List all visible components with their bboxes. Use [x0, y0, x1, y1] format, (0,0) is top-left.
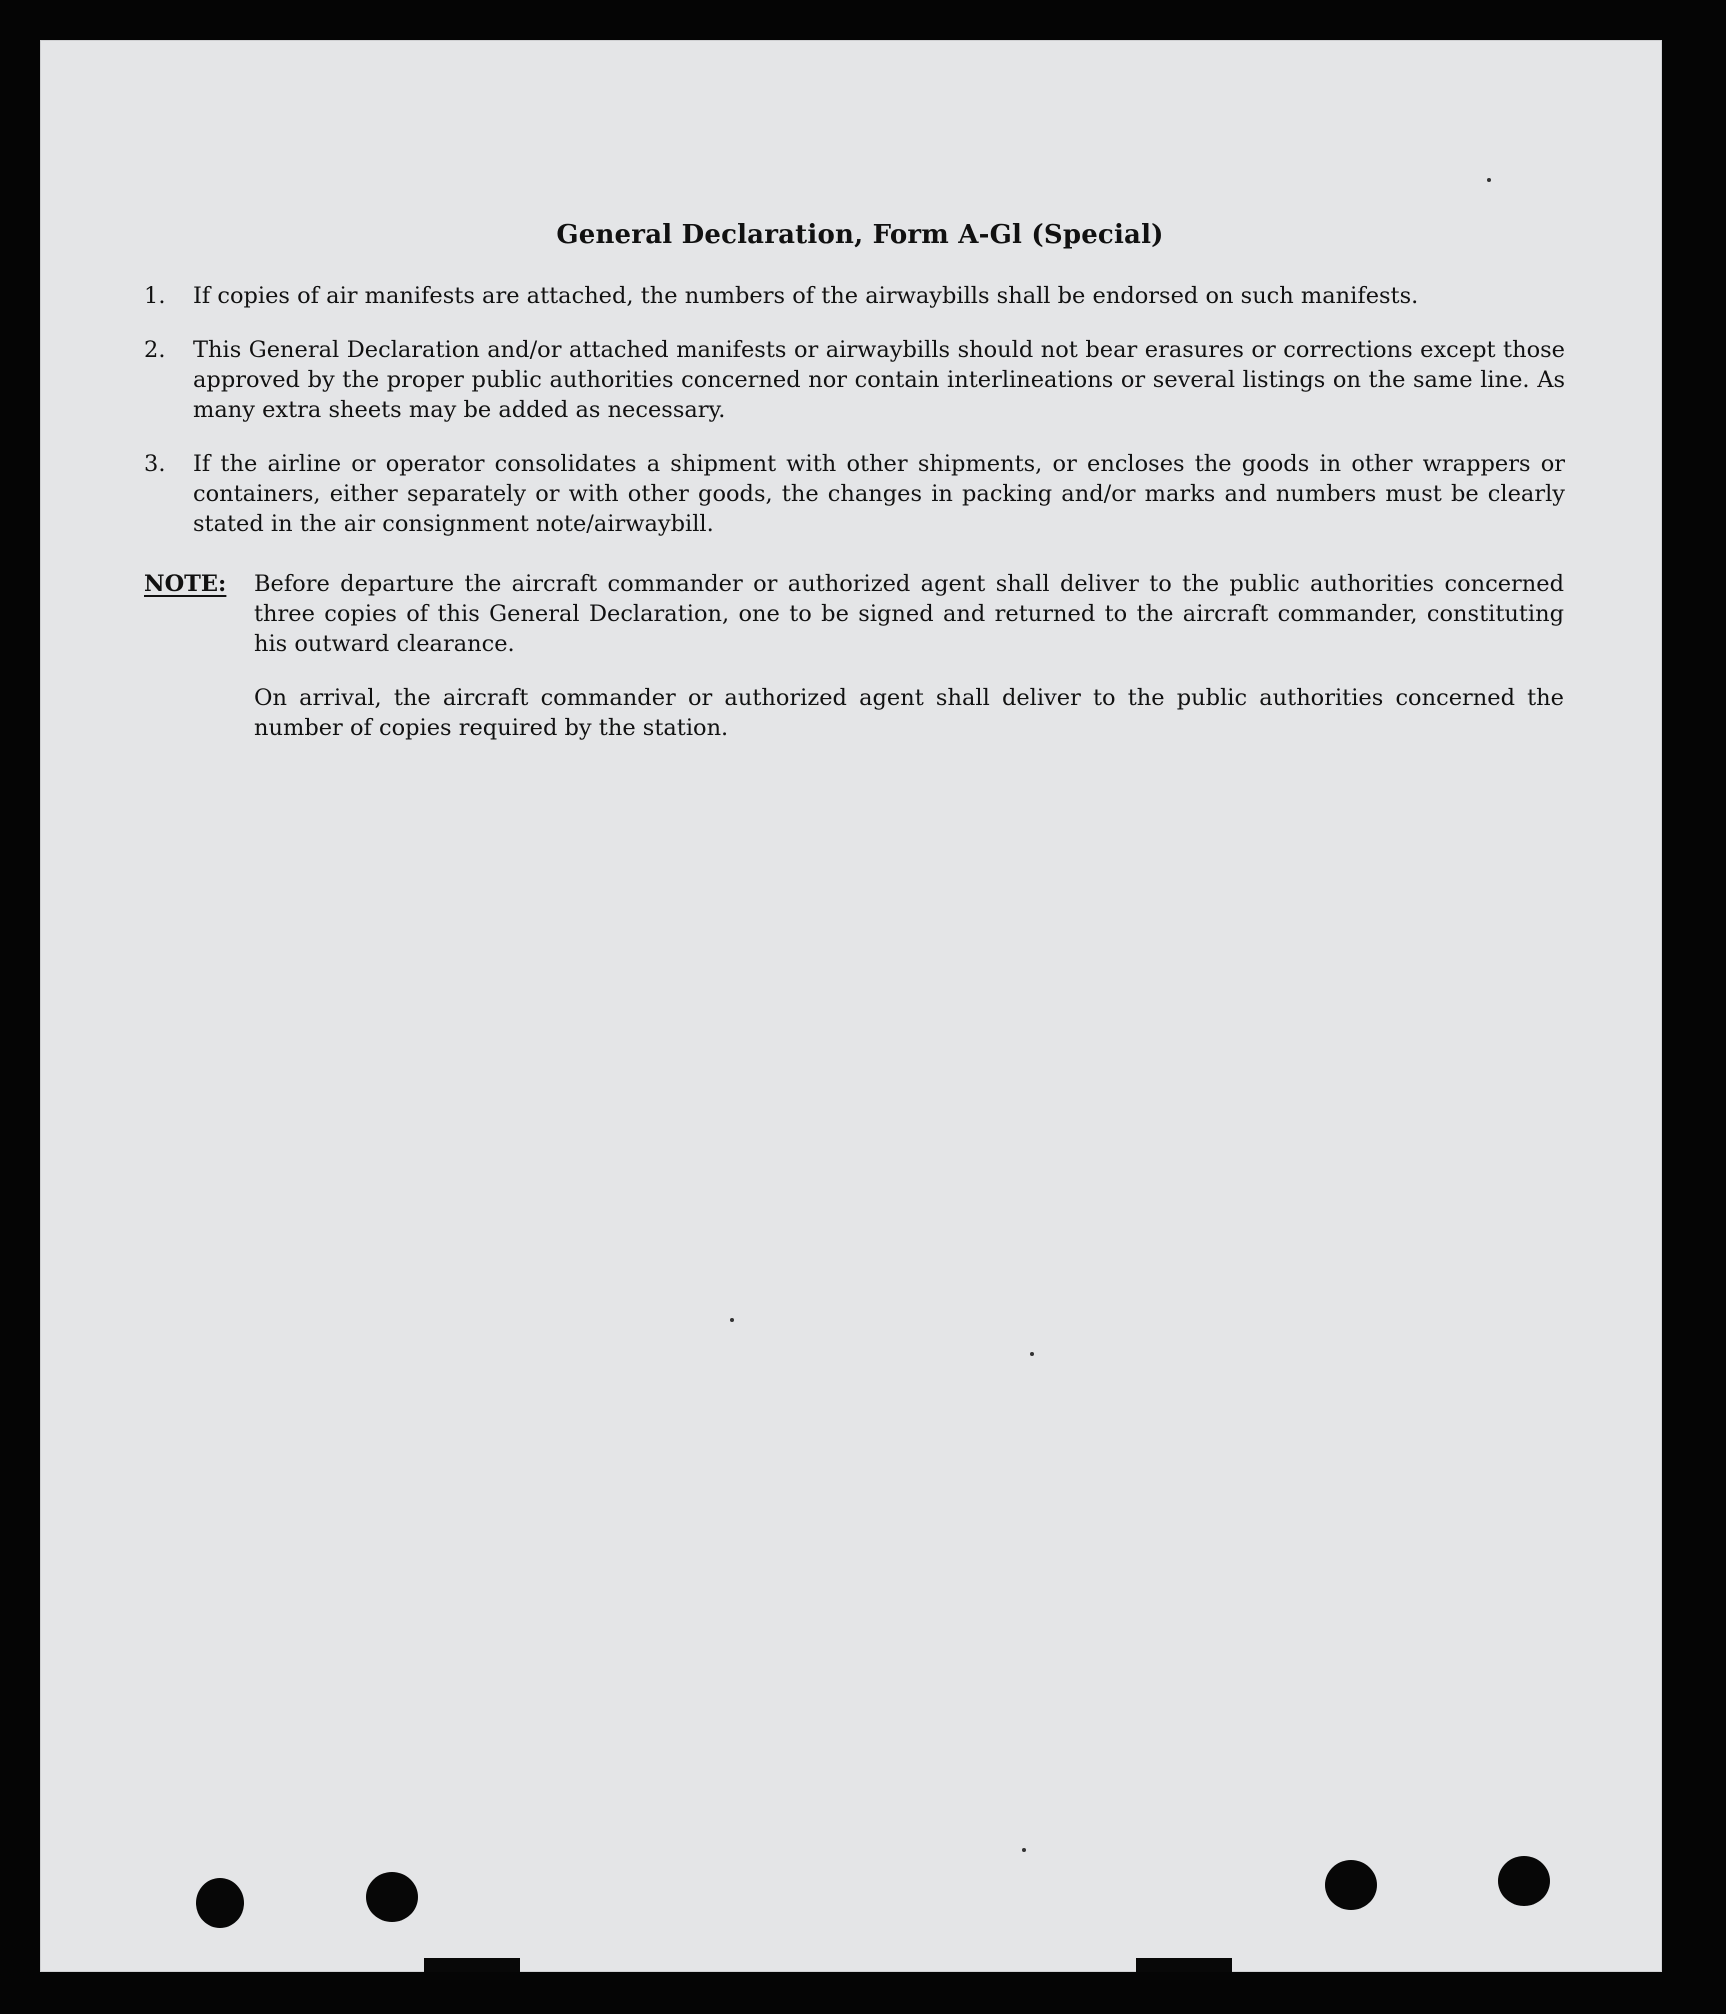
- item-number: 1.: [144, 283, 166, 309]
- binding-tab: [1136, 1958, 1232, 1972]
- punch-hole: [1325, 1860, 1377, 1910]
- list-item: [144, 449, 1564, 539]
- scan-speck: [1022, 1848, 1026, 1852]
- binding-tab: [424, 1958, 520, 1972]
- scan-speck: [1487, 178, 1491, 182]
- note-paragraph: On arrival, the aircraft commander or authorized agent shall deliver to the public authorities concerned the number of copies required by the station.: [254, 685, 1564, 741]
- item-number: 3.: [144, 451, 166, 477]
- punch-hole: [366, 1872, 418, 1922]
- item-text: If the airline or operator consolidates a shipment with other shipments, or encloses the goods in other wrappers or containers, either separately or with other goods, the changes in packing and/or marks and numbers must be clearly stated in the air consignment note/airwaybill.: [193, 451, 1565, 537]
- punch-hole: [196, 1878, 244, 1928]
- note-label: NOTE:: [144, 571, 227, 597]
- item-text: If copies of air manifests are attached, the numbers of the airwaybills shall be endorsed on such manifests.: [193, 283, 1419, 309]
- document-content: [144, 218, 1564, 767]
- document-title: General Declaration, Form A-Gl (Special): [556, 220, 1164, 250]
- scan-speck: [1030, 1352, 1034, 1356]
- document-page: [40, 40, 1662, 1972]
- note-section: [144, 569, 1564, 743]
- list-item: [144, 281, 1564, 311]
- note-paragraph: Before departure the aircraft commander or authorized agent shall deliver to the public authorities concerned three copies of this General Declaration, one to be signed and returned to the aircraft commander, constituting his outward clearance.: [254, 571, 1564, 657]
- scan-speck: [730, 1318, 734, 1322]
- item-text: This General Declaration and/or attached manifests or airwaybills should not bear erasures or corrections except those approved by the proper public authorities concerned nor contain interlineations or several listings on the same line. As many extra sheets may be added as necessary.: [193, 337, 1565, 423]
- item-number: 2.: [144, 337, 166, 363]
- punch-hole: [1498, 1856, 1550, 1906]
- list-item: [144, 335, 1564, 425]
